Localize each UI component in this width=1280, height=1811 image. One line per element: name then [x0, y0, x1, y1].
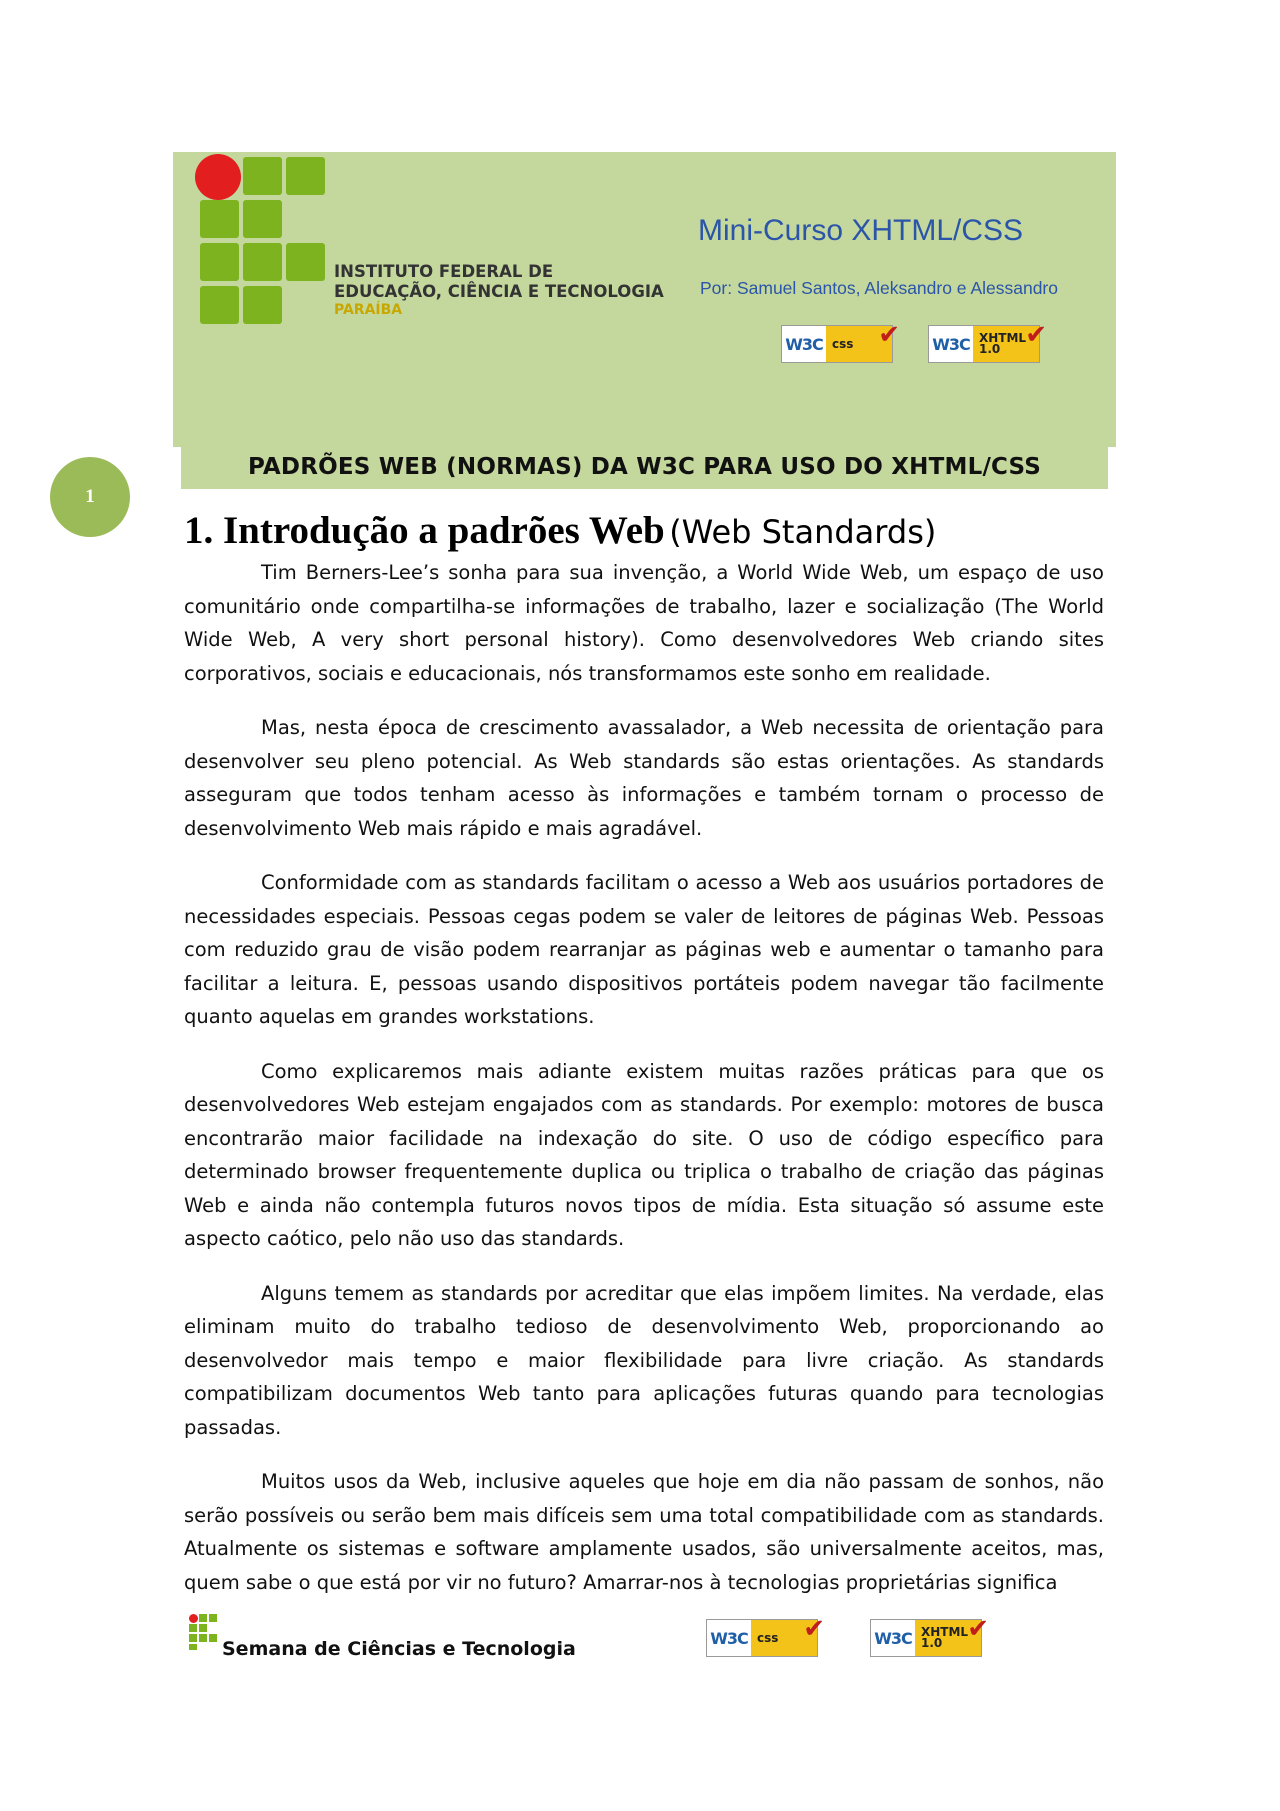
badge-kind-label: XHTML: [921, 1625, 969, 1639]
logo-square: [200, 200, 239, 238]
logo-square: [200, 286, 239, 324]
logo-square: [199, 1634, 207, 1642]
article-body: [184, 556, 1104, 1620]
w3c-logo-icon: W3C: [785, 334, 823, 354]
institution-line-1: INSTITUTO FEDERAL DE: [334, 262, 554, 281]
logo-square: [243, 200, 282, 238]
heading-main: 1. Introdução a padrões Web: [184, 509, 665, 552]
badge-kind: [826, 320, 900, 362]
logo-square: [243, 157, 282, 195]
course-authors: Por: Samuel Santos, Aleksandro e Alessandro: [700, 278, 1058, 298]
w3c-logo-icon: W3C: [874, 1628, 912, 1648]
page-number: 1: [50, 457, 130, 537]
paragraph: Como explicaremos mais adiante existem muitas razões práticas para que os desenvolvedores Web estejam engajados com as standards. Por exemplo: motores de busca encontrarão maior facilidade na indexação do site. O uso de código específico para determinado browser frequentemente duplica ou triplica o trabalho de criação das páginas Web e ainda não contempla futuros novos tipos de mídia. Esta situação só assume este aspecto caótico, pelo não uso das standards.: [184, 1059, 1104, 1250]
logo-red-dot: [189, 1614, 198, 1623]
paragraph: Alguns temem as standards por acreditar que elas impõem limites. Na verdade, elas eliminam muito do trabalho tedioso de desenvolvimento Web, proporcionando ao desenvolvedor mais tempo e maior flexibilidade para livre criação. As standards compatibilizam documentos Web tanto para aplicações futuras quando para tecnologias passadas.: [184, 1281, 1104, 1439]
badge-kind-label: css: [757, 1630, 779, 1645]
institution-line-2: EDUCAÇÃO, CIÊNCIA E TECNOLOGIA: [334, 282, 664, 301]
course-title: Mini-Curso XHTML/CSS: [698, 214, 1024, 247]
w3c-logo-icon: W3C: [710, 1628, 748, 1648]
badge-kind: [751, 1614, 825, 1656]
w3c-xhtml-badge[interactable]: [928, 320, 1047, 363]
footer-institute-logo: [189, 1614, 219, 1650]
logo-square: [286, 243, 325, 281]
institution-name: [334, 262, 664, 318]
checkmark-icon: ✔: [967, 1614, 989, 1644]
logo-square: [199, 1624, 207, 1632]
w3c-css-badge[interactable]: [781, 320, 900, 363]
section-title: PADRÕES WEB (NORMAS) DA W3C PARA USO DO XHTML/CSS: [181, 444, 1108, 489]
logo-square: [243, 243, 282, 281]
checkmark-icon: ✔: [1025, 320, 1047, 350]
logo-square: [199, 1614, 207, 1622]
badge-kind-label: XHTML: [979, 331, 1027, 345]
logo-red-dot: [195, 154, 241, 200]
footer-w3c-xhtml-badge[interactable]: [870, 1614, 989, 1657]
logo-square: [189, 1634, 197, 1642]
badge-version-label: 1.0: [921, 1636, 943, 1650]
paragraph: Muitos usos da Web, inclusive aqueles que hoje em dia não passam de sonhos, não serão possíveis ou serão bem mais difíceis sem uma total compatibilidade com as standards. Atualmente os sistemas e software amplamente usados, são universalmente aceitos, mas, quem sabe o que está por vir no futuro? Amarrar-nos à tecnologias proprietárias significa: [184, 1470, 1104, 1594]
article-heading: [184, 508, 936, 553]
logo-square: [209, 1634, 217, 1642]
badge-version-label: 1.0: [979, 342, 1001, 356]
badge-kind: [915, 1614, 989, 1656]
logo-square: [189, 1644, 197, 1650]
heading-sub: (Web Standards): [669, 513, 937, 551]
logo-square: [200, 243, 239, 281]
footer-w3c-css-badge[interactable]: [706, 1614, 825, 1657]
logo-square: [286, 157, 325, 195]
logo-square: [189, 1624, 197, 1632]
checkmark-icon: ✔: [878, 320, 900, 350]
checkmark-icon: ✔: [803, 1614, 825, 1644]
badge-kind-label: css: [832, 336, 854, 351]
paragraph: Mas, nesta época de crescimento avassalador, a Web necessita de orientação para desenvolver seu pleno potencial. As Web standards são estas orientações. As standards asseguram que todos tenham acesso às informações e também tornam o processo de desenvolvimento Web mais rápido e mais agradável.: [184, 716, 1104, 840]
institute-logo: [193, 152, 333, 322]
w3c-logo-icon: W3C: [932, 334, 970, 354]
paragraph: Tim Berners-Lee’s sonha para sua invenção, a World Wide Web, um espaço de uso comunitário onde compartilha-se informações de trabalho, lazer e socialização (The World Wide Web, A very short personal history). Como desenvolvedores Web criando sites corporativos, sociais e educacionais, nós transformamos este sonho em realidade.: [184, 561, 1104, 685]
badge-kind: [973, 320, 1047, 362]
paragraph: Conformidade com as standards facilitam o acesso a Web aos usuários portadores de necessidades especiais. Pessoas cegas podem se valer de leitores de páginas Web. Pessoas com reduzido grau de visão podem rearranjar as páginas web e aumentar o tamanho para facilitar a leitura. E, pessoas usando dispositivos portáteis podem navegar tão facilmente quanto aquelas em grandes workstations.: [184, 871, 1104, 1028]
institution-state: PARAÍBA: [334, 302, 403, 318]
footer-event-name: Semana de Ciências e Tecnologia: [222, 1638, 576, 1660]
logo-square: [243, 286, 282, 324]
logo-square: [209, 1614, 217, 1622]
